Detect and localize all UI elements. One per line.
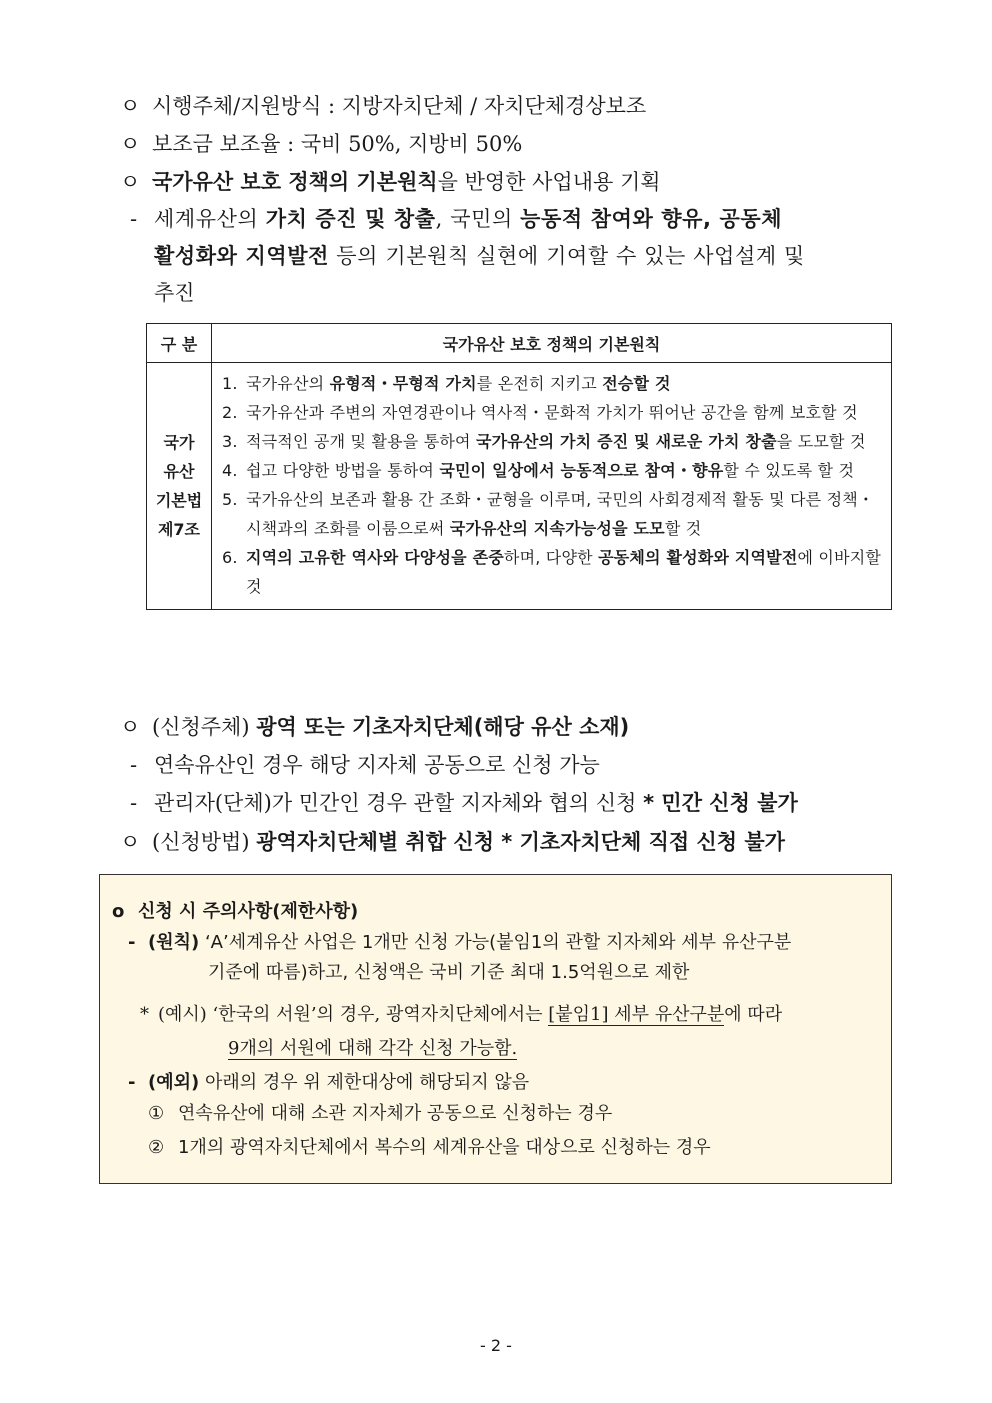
asterisk-marker: *: [140, 1004, 149, 1025]
notice-title: o 신청 시 주의사항(제한사항): [112, 898, 358, 926]
circle-bullet-icon: ㅇ: [120, 170, 141, 194]
overview-subsidy-line: ㅇ 보조금 보조율 : 국비 50%, 지방비 50%: [120, 129, 522, 159]
notice-rule-line-1: - (원칙) ‘A’세계유산 사업은 1개만 신청 가능(붙임1의 관할 지자체와 세부 유산구분: [128, 929, 791, 957]
dash-marker: -: [128, 1072, 136, 1093]
dash-marker: -: [128, 932, 136, 953]
principle-item: 2. 국가유산과 주변의 자연경관이나 역사적・문화적 가치가 뛰어난 공간을 함께 보호할 것: [222, 403, 858, 422]
category-cell: 국가 유산 기본법 제7조: [147, 363, 212, 610]
table-header-principles: 국가유산 보호 정책의 기본원칙: [212, 324, 892, 363]
notice-exception-item: ② 1개의 광역자치단체에서 복수의 세계유산을 대상으로 신청하는 경우: [148, 1134, 711, 1162]
table-row: [147, 363, 892, 610]
principle-item: 6. 지역의 고유한 역사와 다양성을 존중하며, 다양한 공동체의 활성화와 지역발전에 이바지할 것: [222, 548, 882, 596]
notice-rule-line-2: 기준에 따름)하고, 신청액은 국비 기준 최대 1.5억원으로 제한: [208, 962, 690, 983]
principles-cell: [212, 363, 892, 610]
attachment-reference: [붙임1] 세부 유산구분: [548, 1004, 725, 1025]
circle-bullet-icon: ㅇ: [120, 715, 141, 739]
overview-principle-line: ㅇ 국가유산 보호 정책의 기본원칙을 반영한 사업내용 기획: [120, 167, 661, 197]
page-number: - 2 -: [480, 1336, 512, 1355]
notice-example-line-1: * (예시) ‘한국의 서원’의 경우, 광역자치단체에서는 [붙임1] 세부 유산구분에 따라: [140, 1001, 782, 1029]
apply-subject-line: ㅇ (신청주체) 광역 또는 기초자치단체(해당 유산 소재): [120, 712, 629, 742]
notice-exception-item: ① 연속유산에 대해 소관 지자체가 공동으로 신청하는 경우: [148, 1100, 612, 1128]
overview-implementer-line: ㅇ 시행주체/지원방식 : 지방자치단체 / 자치단체경상보조: [120, 91, 646, 121]
principle-item: 5. 국가유산의 보존과 활용 간 조화・균형을 이루며, 국민의 사회경제적 활동 및 다른 정책・시책과의 조화를 이룸으로써 국가유산의 지속가능성을 도모할 것: [222, 490, 875, 538]
principle-item: 4. 쉽고 다양한 방법을 통하여 국민이 일상에서 능동적으로 참여・향유할 수 있도록 할 것: [222, 461, 855, 480]
notice-box: [99, 874, 892, 1184]
circle-bullet-icon: o: [112, 901, 125, 922]
principle-item: 1. 국가유산의 유형적・무형적 가치를 온전히 지키고 전승할 것: [222, 374, 671, 393]
circle-bullet-icon: ㅇ: [120, 132, 141, 156]
apply-private-manager-line: - 관리자(단체)가 민간인 경우 관할 지자체와 협의 신청 * 민간 신청 불가: [130, 788, 798, 818]
notice-example-line-2: 9개의 서원에 대해 각각 신청 가능함.: [228, 1038, 518, 1059]
circle-bullet-icon: ㅇ: [120, 94, 141, 118]
principle-item: 3. 적극적인 공개 및 활용을 통하여 국가유산의 가치 증진 및 새로운 가치 창출을 도모할 것: [222, 432, 866, 451]
principle-detail-line-2: 활성화와 지역발전 등의 기본원칙 실현에 기여할 수 있는 사업설계 및: [154, 244, 805, 268]
table-header-row: [147, 324, 892, 363]
circle-bullet-icon: ㅇ: [120, 830, 141, 854]
dash-marker: -: [130, 791, 138, 815]
dash-marker: -: [130, 753, 138, 777]
apply-serial-heritage-line: - 연속유산인 경우 해당 지자체 공동으로 신청 가능: [130, 750, 600, 780]
principle-detail-line-1: - 세계유산의 가치 증진 및 창출, 국민의 능동적 참여와 향유, 공동체: [130, 204, 782, 234]
apply-method-line: ㅇ (신청방법) 광역자치단체별 취합 신청 * 기초자치단체 직접 신청 불가: [120, 827, 785, 857]
principles-table: [146, 323, 892, 610]
circled-number: ②: [148, 1137, 165, 1158]
table-header-category: 구 분: [147, 324, 212, 363]
dash-marker: -: [130, 207, 138, 231]
circled-number: ①: [148, 1103, 165, 1124]
notice-exception-line: - (예외) 아래의 경우 위 제한대상에 해당되지 않음: [128, 1069, 529, 1097]
principle-detail-line-3: 추진: [154, 281, 195, 305]
